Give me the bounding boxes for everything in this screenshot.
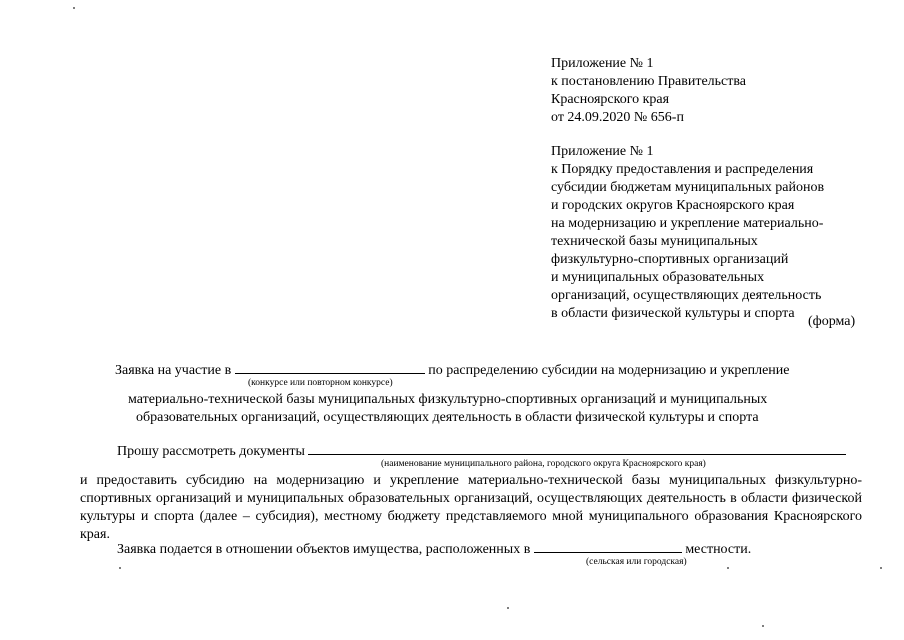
- locality-type-field[interactable]: [534, 540, 682, 553]
- application-title-line-1: [115, 361, 789, 380]
- appendix-line: к постановлению Правительства: [551, 74, 747, 89]
- appendix-line: Приложение № 1: [551, 144, 654, 159]
- scan-speck: [507, 607, 509, 609]
- appendix-line: к Порядку предоставления и распределения: [551, 162, 814, 177]
- municipality-name-field[interactable]: [308, 442, 846, 455]
- appendix-line: и муниципальных образовательных: [551, 270, 765, 285]
- property-text-after: местности.: [685, 542, 752, 557]
- appendix-line: организаций, осуществляющих деятельность: [551, 288, 822, 303]
- locality-type-note: (сельская или городская): [586, 557, 687, 567]
- appendix-line: от 24.09.2020 № 656-п: [551, 110, 684, 125]
- request-paragraph: и предоставить субсидию на модернизацию и укрепление материально-технической базы муниципальных физкультурно-спортивных организаций и муниципальных образовательных организаций, осуществляющих деятельность в области физической культуры и спорта (далее – субсидия), местному бюджету представляемого мной муниципального образования Красноярского края.: [80, 473, 862, 542]
- application-title-line-3: образовательных организаций, осуществляющих деятельность в области физической культуры и спорта: [136, 410, 759, 425]
- scan-speck: [73, 7, 75, 9]
- competition-type-field[interactable]: [235, 361, 425, 374]
- appendix-line: и городских округов Красноярского края: [551, 198, 795, 213]
- appendix-line: субсидии бюджетам муниципальных районов: [551, 180, 825, 195]
- scan-speck: [727, 567, 729, 569]
- appendix-line: в области физической культуры и спорта: [551, 306, 795, 321]
- appendix-line: Красноярского края: [551, 92, 670, 107]
- scan-speck: [880, 567, 882, 569]
- appendix-line: на модернизацию и укрепление материально-: [551, 216, 824, 231]
- appendix-line: Приложение № 1: [551, 56, 654, 71]
- application-title-line-2: материально-технической базы муниципальных физкультурно-спортивных организаций и муниципальных: [128, 392, 768, 407]
- appendix-government-resolution: [551, 55, 746, 127]
- request-lead: Прошу рассмотреть документы: [117, 444, 305, 459]
- application-title-after: по распределению субсидии на модернизацию и укрепление: [428, 363, 790, 378]
- application-title-before: Заявка на участие в: [115, 363, 232, 378]
- competition-type-note: (конкурсе или повторном конкурсе): [248, 378, 393, 388]
- scan-speck: [119, 567, 121, 569]
- appendix-line: физкультурно-спортивных организаций: [551, 252, 789, 267]
- form-label: (форма): [808, 314, 856, 329]
- appendix-procedure: [551, 143, 824, 323]
- scan-speck: [762, 625, 764, 627]
- municipality-name-note: (наименование муниципального района, городского округа Красноярского края): [381, 459, 706, 469]
- appendix-line: технической базы муниципальных: [551, 234, 758, 249]
- property-text-before: Заявка подается в отношении объектов имущества, расположенных в: [117, 542, 531, 557]
